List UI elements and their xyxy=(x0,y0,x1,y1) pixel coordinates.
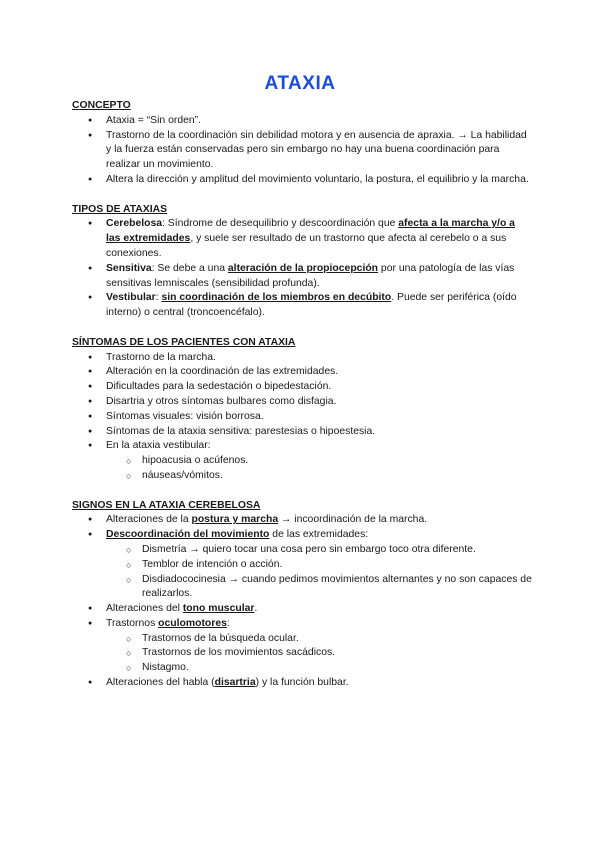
emphasis: tono muscular xyxy=(182,603,255,615)
sublist-item: ○ Disdiadococinesia → cuando pedimos movimientos alternantes y no son capaces de realizarlos. xyxy=(126,573,532,603)
list-sintomas xyxy=(72,351,532,484)
text: por una patología de las vías sensitivas lemniscales (sensibilidad profunda). xyxy=(106,262,515,289)
term-label: Sensitiva xyxy=(106,262,152,274)
list-item-tono xyxy=(72,602,532,617)
text: . Puede ser periférica (oído interno) o central (troncoencéfalo). xyxy=(106,292,517,319)
sublist-item: ○ Dismetría → quiero tocar una cosa pero sin embargo toco otra diferente. xyxy=(126,543,532,558)
list-item: ● Síntomas visuales: visión borrosa. xyxy=(72,410,532,425)
emphasis: Descoordinación del movimiento xyxy=(106,529,270,541)
sublist-oculomotores xyxy=(126,632,532,676)
sublist-item: ○ Trastornos de la búsqueda ocular. xyxy=(126,632,532,647)
emphasis: disartria xyxy=(214,677,256,689)
text: : xyxy=(226,617,230,629)
text: En la ataxia vestibular: xyxy=(106,440,211,452)
sublist-vestibular xyxy=(126,454,532,484)
heading-sintomas: SÍNTOMAS DE LOS PACIENTES CON ATAXIA xyxy=(72,336,296,348)
sublist-descoordinacion xyxy=(126,543,532,602)
text: Alteraciones del xyxy=(106,603,183,615)
emphasis: sin coordinación de los miembros en decúbito xyxy=(161,292,392,304)
text: : Se debe a una xyxy=(151,262,228,274)
list-concepto xyxy=(72,114,532,188)
list-tipos xyxy=(72,217,532,321)
list-item: ● Trastorno de la marcha. xyxy=(72,351,532,366)
list-item: ● Ataxia = “Sin orden”. xyxy=(72,114,532,129)
list-item-oculomotores xyxy=(72,617,532,676)
text: : Síndrome de desequilibrio y descoordinación que xyxy=(162,218,399,230)
text: ) y la función bulbar. xyxy=(255,677,349,689)
list-item: ● Alteración en la coordinación de las extremidades. xyxy=(72,365,532,380)
list-item-sensitiva xyxy=(72,262,532,292)
text: , y suele ser resultado de un trastorno que afecta al cerebelo o a sus conexiones. xyxy=(106,233,507,259)
text: → incoordinación de la marcha. xyxy=(278,514,428,526)
heading-signos: SIGNOS EN LA ATAXIA CEREBELOSA xyxy=(72,499,261,511)
list-item-postura xyxy=(72,513,532,528)
emphasis: alteración de la propiocepción xyxy=(227,262,379,274)
list-item-descoordinacion xyxy=(72,528,532,602)
sublist-item: ○ Temblor de intención o acción. xyxy=(126,558,532,573)
text: Alteraciones de la xyxy=(106,514,192,526)
list-item: ● Disartria y otros síntomas bulbares como disfagia. xyxy=(72,395,532,410)
sublist-item: ○ Trastornos de los movimientos sacádicos. xyxy=(126,646,532,661)
list-item: ● Dificultades para la sedestación o bipedestación. xyxy=(72,380,532,395)
sublist-item: ○ Nistagmo. xyxy=(126,661,532,676)
sublist-item: ○ hipoacusia o acúfenos. xyxy=(126,454,532,469)
text: . xyxy=(254,603,258,615)
heading-tipos: TIPOS DE ATAXIAS xyxy=(72,203,168,215)
list-item-vestibular-sintomas xyxy=(72,439,532,483)
list-item: ● Altera la dirección y amplitud del movimiento voluntario, la postura, el equilibrio y la marcha. xyxy=(72,173,532,188)
term-label: Vestibular xyxy=(106,292,156,304)
page-title: ATAXIA xyxy=(264,73,336,94)
term-label: Cerebelosa xyxy=(106,218,163,230)
text: de las extremidades: xyxy=(269,529,369,541)
document-body xyxy=(72,99,532,691)
list-item: ● Trastorno de la coordinación sin debilidad motora y en ausencia de apraxia. → La habilidad y la fuerza están conservadas pero sin embargo no hay una buena coordinación para realizar un movimiento. xyxy=(72,129,532,173)
emphasis: oculomotores xyxy=(158,617,227,629)
list-item-vestibular xyxy=(72,291,532,321)
text: Alteraciones del habla ( xyxy=(106,677,215,689)
emphasis: afecta a la marcha y/o a las extremidades xyxy=(106,218,515,245)
list-item-cerebelosa xyxy=(72,217,532,261)
list-item-habla xyxy=(72,676,532,691)
text: : xyxy=(155,292,162,304)
text: Trastornos xyxy=(106,617,159,629)
list-signos xyxy=(72,513,532,691)
sublist-item: ○ náuseas/vómitos. xyxy=(126,469,532,484)
heading-concepto: CONCEPTO xyxy=(72,100,131,111)
emphasis: postura y marcha xyxy=(191,514,279,526)
list-item: ● Síntomas de la ataxia sensitiva: parestesias o hipoestesia. xyxy=(72,425,532,440)
